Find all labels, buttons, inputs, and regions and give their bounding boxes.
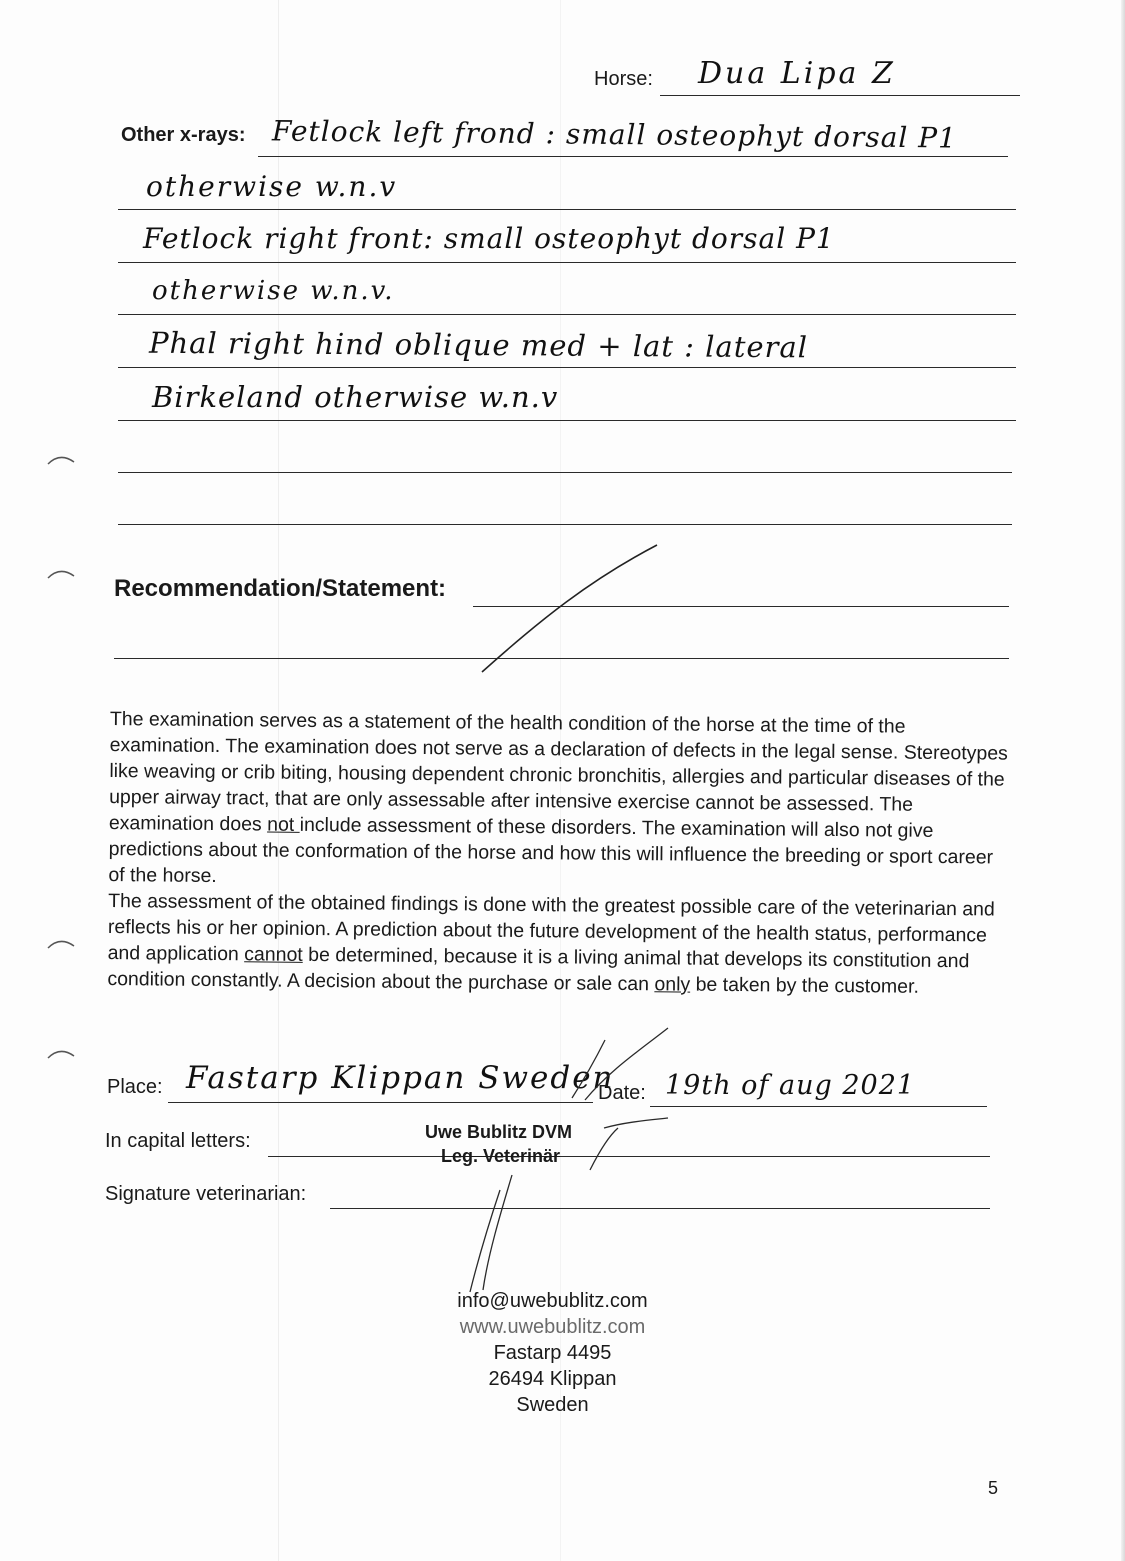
place-field-line xyxy=(168,1102,593,1103)
other-xrays-label: Other x-rays: xyxy=(121,124,246,146)
xray-finding-6: Birkeland otherwise w.n.v xyxy=(152,380,559,414)
disclaimer-statement xyxy=(107,706,1010,1001)
stamp-name: Uwe Bublitz DVM xyxy=(425,1122,572,1142)
contact-country: Sweden xyxy=(516,1394,589,1416)
disclaimer-text: be determined, because it is a living animal that develops its constitution and condition constantly. A decision about the purchase or sale can xyxy=(107,943,970,996)
capital-letters-field-line xyxy=(268,1156,990,1157)
underlined-word: not xyxy=(267,813,300,836)
place-label: Place: xyxy=(107,1076,163,1098)
xray-line-3 xyxy=(118,262,1016,263)
punch-hole-mark xyxy=(46,938,76,952)
recommendation-line-1 xyxy=(473,606,1009,607)
date-handwritten: 19th of aug 2021 xyxy=(665,1070,916,1101)
contact-email: info@uwebublitz.com xyxy=(457,1290,648,1312)
xray-line-8 xyxy=(118,524,1012,525)
signature-label: Signature veterinarian: xyxy=(105,1183,307,1205)
xray-line-6 xyxy=(118,420,1016,421)
horse-label: Horse: xyxy=(594,68,653,90)
xray-finding-5: Phal right hind oblique med + lat : lateral xyxy=(148,325,809,365)
disclaimer-paragraph-1 xyxy=(108,706,1010,897)
place-handwritten: Fastarp Klippan Sweden xyxy=(186,1060,615,1096)
disclaimer-paragraph-2 xyxy=(107,888,1008,1001)
stamp-title: Leg. Veterinär xyxy=(441,1146,561,1166)
date-label: Date: xyxy=(598,1082,646,1104)
signature-field-line xyxy=(330,1208,990,1209)
underlined-word: only xyxy=(654,973,691,996)
punch-hole-mark xyxy=(46,454,76,468)
disclaimer-text: The assessment of the obtained findings is done with the greatest possible care of the veterinarian and reflects his or her opinion. A prediction about the future development of the health status, performance and application xyxy=(107,889,995,966)
xray-line-2 xyxy=(118,209,1016,210)
date-field-line xyxy=(650,1106,987,1107)
recommendation-line-2 xyxy=(114,658,1009,659)
recommendation-label: Recommendation/Statement: xyxy=(114,575,447,602)
disclaimer-text: The examination serves as a statement of the health condition of the horse at the time of the examination. The examination does not serve as a declaration of defects in the legal sense. Stereotypes like weaving or crib biting, housing dependent chronic bronchitis, allergies and particular diseases of the upper airway tract, that are only assessable after intensive exercise cannot be assessed. The examination does xyxy=(108,707,1008,836)
horse-field-line xyxy=(660,95,1020,96)
xray-line-5 xyxy=(118,367,1016,368)
xray-finding-1: Fetlock left frond : small osteophyt dorsal P1 xyxy=(271,114,958,155)
xray-line-4 xyxy=(118,314,1016,315)
contact-street: Fastarp 4495 xyxy=(493,1342,612,1364)
contact-block xyxy=(440,1288,665,1418)
contact-website: www.uwebublitz.com xyxy=(459,1316,646,1338)
horse-name-handwritten: Dua Lipa Z xyxy=(698,56,896,91)
recommendation-strike-stroke xyxy=(482,545,657,672)
xray-finding-3: Fetlock right front: small osteophyt dorsal P1 xyxy=(143,222,835,255)
underlined-word: cannot xyxy=(244,943,303,966)
punch-hole-mark xyxy=(46,568,76,582)
punch-hole-mark xyxy=(46,1048,76,1062)
page-edge xyxy=(1121,0,1125,1561)
disclaimer-text: be taken by the customer. xyxy=(690,973,920,998)
xray-line-7 xyxy=(118,472,1012,473)
xray-finding-4: otherwise w.n.v. xyxy=(152,276,395,306)
xray-finding-2: otherwise w.n.v xyxy=(146,170,398,203)
disclaimer-text: include assessment of these disorders. The examination will also not give predictions about the conformation of the horse and how this will influence the breeding or sport career of the horse. xyxy=(108,813,994,888)
veterinarian-stamp xyxy=(425,1120,605,1168)
xray-line-1 xyxy=(258,156,1008,157)
contact-city: 26494 Klippan xyxy=(488,1368,617,1390)
capital-letters-label: In capital letters: xyxy=(105,1130,251,1152)
page-number: 5 xyxy=(988,1478,999,1498)
